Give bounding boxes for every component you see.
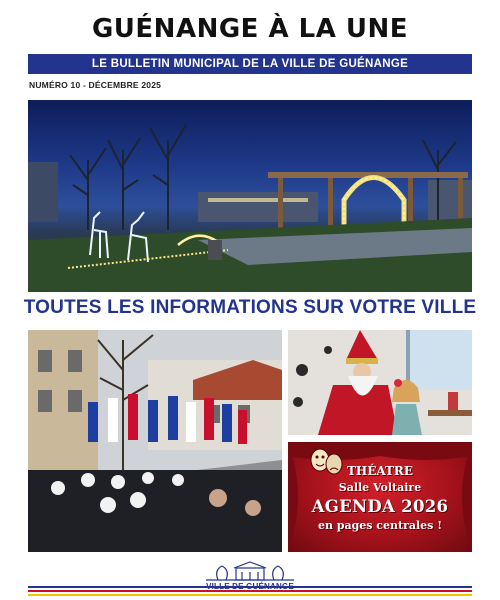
promo-line-theatre: THÉATRE [346, 464, 414, 478]
logo-text: VILLE DE GUÉNANGE [206, 582, 294, 591]
promo-line-venue: Salle Voltaire [338, 481, 422, 494]
main-headline: TOUTES LES INFORMATIONS SUR VOTRE VILLE [23, 297, 477, 318]
promo-line-agenda: AGENDA 2026 [311, 497, 449, 516]
christmas-lights-square-photo [28, 100, 472, 292]
issue-number: NUMÉRO 10 - DÉCEMBRE 2025 [29, 80, 162, 90]
footer-stripe-yellow [28, 594, 472, 596]
masthead-title: GUÉNANGE À LA UNE [91, 14, 409, 44]
agenda-promo-box[interactable] [288, 442, 472, 552]
saint-nicolas-photo [288, 330, 472, 435]
parade-flags-photo [28, 330, 282, 552]
promo-line-pages: en pages centrales ! [317, 519, 443, 532]
city-logo [200, 560, 300, 594]
subtitle-bar: LE BULLETIN MUNICIPAL DE LA VILLE DE GUÉNANGE [28, 54, 472, 74]
